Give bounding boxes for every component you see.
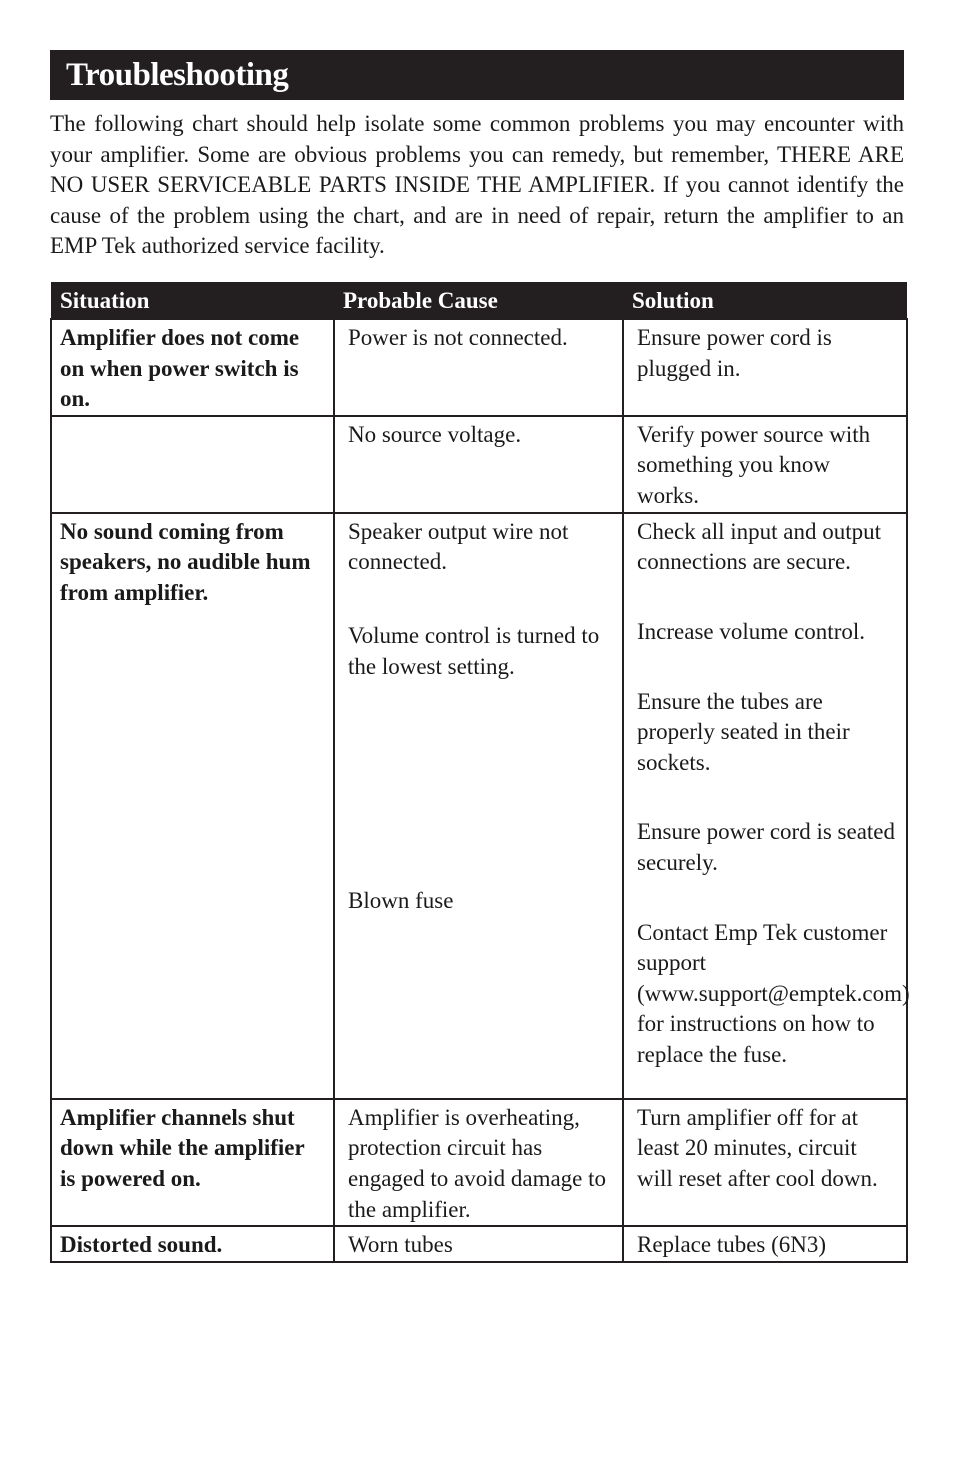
header-solution: Solution bbox=[623, 282, 907, 319]
cause-cell: Power is not connected. bbox=[334, 319, 623, 416]
table-row bbox=[51, 513, 907, 1099]
solution-cell: Ensure power cord is plugged in. bbox=[623, 319, 907, 416]
troubleshooting-table bbox=[50, 282, 908, 1263]
section-heading-bar bbox=[50, 50, 904, 100]
situation-cell: Distorted sound. bbox=[51, 1226, 334, 1262]
solution-item: Check all input and output connections are secure. bbox=[637, 518, 882, 575]
table-row bbox=[51, 319, 907, 416]
solution-cell: Replace tubes (6N3) bbox=[623, 1226, 907, 1262]
cause-cell: Amplifier is overheating, protection circuit has engaged to avoid damage to the amplifier. bbox=[334, 1099, 623, 1226]
solution-item: Contact Emp Tek customer support (www.support@emptek.com) for instructions on how to replace the fuse. bbox=[637, 919, 910, 1067]
cause-cell: Worn tubes bbox=[334, 1226, 623, 1262]
situation-cell: Amplifier channels shut down while the amplifier is powered on. bbox=[51, 1099, 334, 1226]
table-row bbox=[51, 1099, 907, 1226]
cause-item: Blown fuse bbox=[348, 888, 454, 914]
header-situation: Situation bbox=[51, 282, 334, 319]
intro-paragraph: The following chart should help isolate some common problems you may encounter with your amplifier. Some are obvious problems you can remedy, but remember, THERE ARE NO USER SERVICEABLE PARTS INSIDE THE AMPLIFIER. If you cannot identify the cause of the problem using the chart, and are in need of repair, return the amplifier to an EMP Tek authorized service facility. bbox=[50, 111, 904, 259]
situation-cell: Amplifier does not come on when power switch is on. bbox=[51, 319, 334, 416]
troubleshooting-page bbox=[50, 50, 910, 1258]
solution-cell bbox=[623, 513, 910, 1099]
cause-cell bbox=[334, 513, 623, 1099]
solution-item: Increase volume control. bbox=[637, 618, 865, 644]
solution-item: Ensure the tubes are properly seated in their sockets. bbox=[637, 688, 850, 775]
section-title: Troubleshooting bbox=[66, 56, 289, 93]
table-row bbox=[51, 1226, 907, 1262]
cause-cell: No source voltage. bbox=[334, 416, 623, 513]
table-header bbox=[51, 282, 907, 319]
situation-cell bbox=[51, 416, 334, 513]
cause-item: Speaker output wire not connected. bbox=[348, 518, 569, 575]
solution-cell: Verify power source with something you know works. bbox=[623, 416, 907, 513]
solution-cell: Turn amplifier off for at least 20 minutes, circuit will reset after cool down. bbox=[623, 1099, 907, 1226]
situation-cell: No sound coming from speakers, no audible hum from amplifier. bbox=[51, 513, 334, 1099]
table-row bbox=[51, 416, 907, 513]
solution-item: Ensure power cord is seated securely. bbox=[637, 819, 896, 875]
cause-item: Volume control is turned to the lowest setting. bbox=[348, 622, 600, 679]
header-probable-cause: Probable Cause bbox=[334, 282, 623, 319]
